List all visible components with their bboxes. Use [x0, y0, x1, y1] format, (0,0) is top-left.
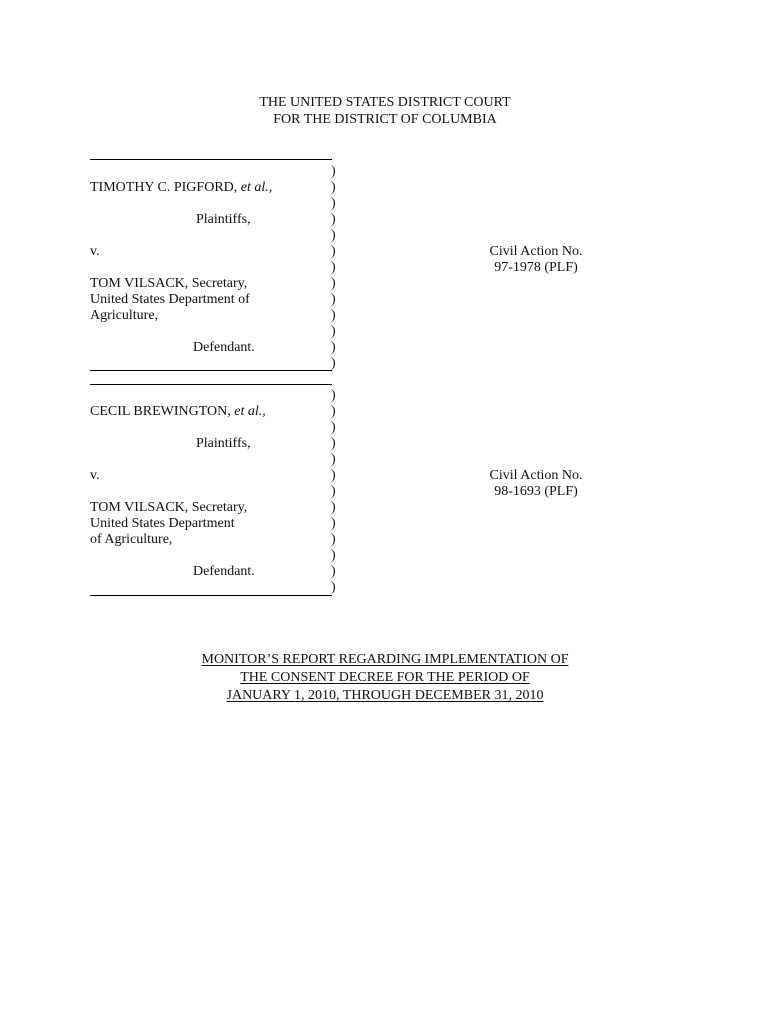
paren: )	[331, 276, 336, 291]
paren: )	[331, 260, 336, 275]
case1-civil-action-number: 97-1978 (PLF)	[494, 260, 578, 275]
paren: )	[331, 452, 336, 467]
paren: )	[331, 308, 336, 323]
caption-paren-column	[331, 388, 343, 596]
paren: )	[331, 324, 336, 339]
case1-defendant-line2: United States Department of	[90, 292, 250, 307]
paren: )	[331, 580, 336, 595]
report-title-line1	[0, 651, 770, 669]
report-title-line3	[0, 687, 770, 705]
case2-defendant-label: Defendant.	[193, 564, 255, 579]
case2-defendant-line2: United States Department	[90, 516, 235, 531]
paren: )	[331, 564, 336, 579]
caption-bottom-rule	[90, 595, 332, 596]
paren: )	[331, 532, 336, 547]
paren: )	[331, 180, 336, 195]
paren: )	[331, 292, 336, 307]
case1-plaintiff	[90, 180, 272, 196]
paren: )	[331, 164, 336, 179]
case2-defendant-line1: TOM VILSACK, Secretary,	[90, 500, 248, 515]
plaintiff-name: TIMOTHY C. PIGFORD,	[90, 180, 238, 195]
paren: )	[331, 500, 336, 515]
case1-civil-action-label: Civil Action No.	[489, 244, 583, 259]
case2-plaintiff	[90, 404, 266, 420]
report-title-text: THE CONSENT DECREE FOR THE PERIOD OF	[240, 670, 530, 685]
case2-civil-action-label: Civil Action No.	[489, 468, 583, 483]
report-title-text: MONITOR’S REPORT REGARDING IMPLEMENTATION OF	[201, 652, 569, 667]
case1-plaintiffs-label: Plaintiffs,	[196, 212, 251, 227]
caption-top-rule	[90, 159, 332, 160]
plaintiff-name: CECIL BREWINGTON,	[90, 404, 231, 419]
paren: )	[331, 244, 336, 259]
paren: )	[331, 356, 336, 371]
et-al: et al.,	[240, 180, 273, 195]
caption-paren-column	[331, 164, 343, 372]
paren: )	[331, 484, 336, 499]
paren: )	[331, 228, 336, 243]
court-name: THE UNITED STATES DISTRICT COURT	[259, 95, 511, 110]
case2-civil-action-number: 98-1693 (PLF)	[494, 484, 578, 499]
paren: )	[331, 196, 336, 211]
paren: )	[331, 548, 336, 563]
court-district: FOR THE DISTRICT OF COLUMBIA	[273, 112, 497, 127]
paren: )	[331, 516, 336, 531]
paren: )	[331, 212, 336, 227]
paren: )	[331, 436, 336, 451]
case2-versus: v.	[90, 468, 100, 483]
report-title-text: JANUARY 1, 2010, THROUGH DECEMBER 31, 2010	[226, 688, 544, 703]
caption-bottom-rule	[90, 370, 332, 371]
paren: )	[331, 404, 336, 419]
paren: )	[331, 388, 336, 403]
case1-defendant-line3: Agriculture,	[90, 308, 159, 323]
case2-plaintiffs-label: Plaintiffs,	[196, 436, 251, 451]
case1-versus: v.	[90, 244, 100, 259]
paren: )	[331, 420, 336, 435]
report-title-line2	[0, 669, 770, 687]
caption-top-rule	[90, 384, 332, 385]
et-al: et al.,	[234, 404, 266, 419]
case1-defendant-label: Defendant.	[193, 340, 255, 355]
case2-defendant-line3: of Agriculture,	[90, 532, 173, 547]
paren: )	[331, 468, 336, 483]
paren: )	[331, 340, 336, 355]
case1-defendant-line1: TOM VILSACK, Secretary,	[90, 276, 248, 291]
